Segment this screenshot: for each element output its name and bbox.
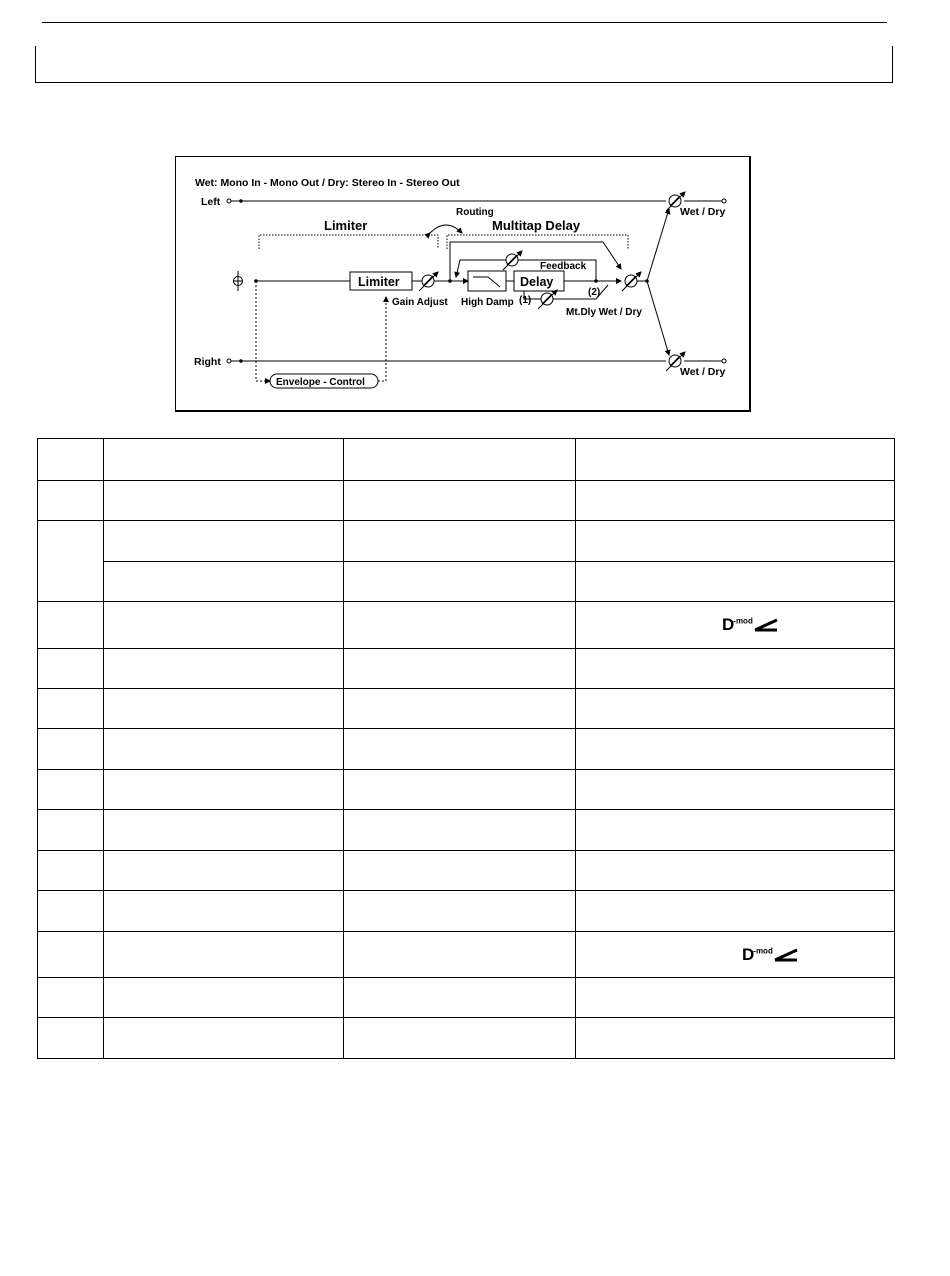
left-input-jack <box>227 199 231 203</box>
envelope-control-label: Envelope - Control <box>276 377 365 388</box>
high-damp-label: High Damp <box>461 297 514 308</box>
table-row <box>38 1018 895 1059</box>
envelope-to-limiter-line <box>378 297 386 381</box>
table-row <box>38 891 895 932</box>
wet-dry-bottom-label: Wet / Dry <box>680 366 726 378</box>
section-title-box <box>35 46 893 83</box>
wet-to-right-line <box>647 281 669 355</box>
mt-dly-wet-dry-label: Mt.Dly Wet / Dry <box>566 307 642 318</box>
gain-adjust-label: Gain Adjust <box>392 297 448 308</box>
dmod-icon: $D^{-mod}$ <box>742 945 799 965</box>
tap2-label: (2) <box>588 287 601 298</box>
left-junction <box>239 199 243 203</box>
wet-to-left-line <box>647 209 669 281</box>
dmod-icon: $D^{-mod}$ <box>722 615 779 635</box>
limiter-section-label: Limiter <box>324 218 368 233</box>
feedback-label: Feedback <box>540 261 587 272</box>
right-label: Right <box>194 356 221 368</box>
routing-label: Routing <box>456 207 494 218</box>
right-output-jack <box>722 359 726 363</box>
table-row <box>38 729 895 770</box>
table-row <box>38 851 895 891</box>
table-row <box>38 689 895 729</box>
right-input-jack <box>227 359 231 363</box>
envelope-sidechain-line <box>256 281 270 381</box>
table-row <box>38 978 895 1018</box>
phase-input-icon <box>233 271 243 291</box>
table-row <box>38 932 895 978</box>
header-rule <box>42 22 887 23</box>
table-row <box>38 562 895 602</box>
wet-dry-top-label: Wet / Dry <box>680 206 726 218</box>
table-row <box>38 481 895 521</box>
left-label: Left <box>201 196 221 208</box>
block-diagram <box>175 156 751 412</box>
io-caption: Wet: Mono In - Mono Out / Dry: Stereo In - Stereo Out <box>195 177 460 189</box>
left-output-jack <box>722 199 726 203</box>
table-row <box>38 439 895 481</box>
delay-block-label: Delay <box>520 275 554 289</box>
table-row <box>38 770 895 810</box>
routing-arrow <box>430 225 462 233</box>
tap1-label: (1) <box>519 295 532 306</box>
high-damp-filter <box>468 271 506 291</box>
signal-flow-svg <box>176 157 752 413</box>
multitap-section-label: Multitap Delay <box>492 218 581 233</box>
limiter-block-label: Limiter <box>358 275 400 289</box>
table-row <box>38 521 895 562</box>
limiter-section-bracket <box>259 235 438 249</box>
table-row <box>38 602 895 649</box>
table-row <box>38 649 895 689</box>
parameter-table <box>37 438 895 1059</box>
table-row <box>38 810 895 851</box>
right-junction <box>239 359 243 363</box>
